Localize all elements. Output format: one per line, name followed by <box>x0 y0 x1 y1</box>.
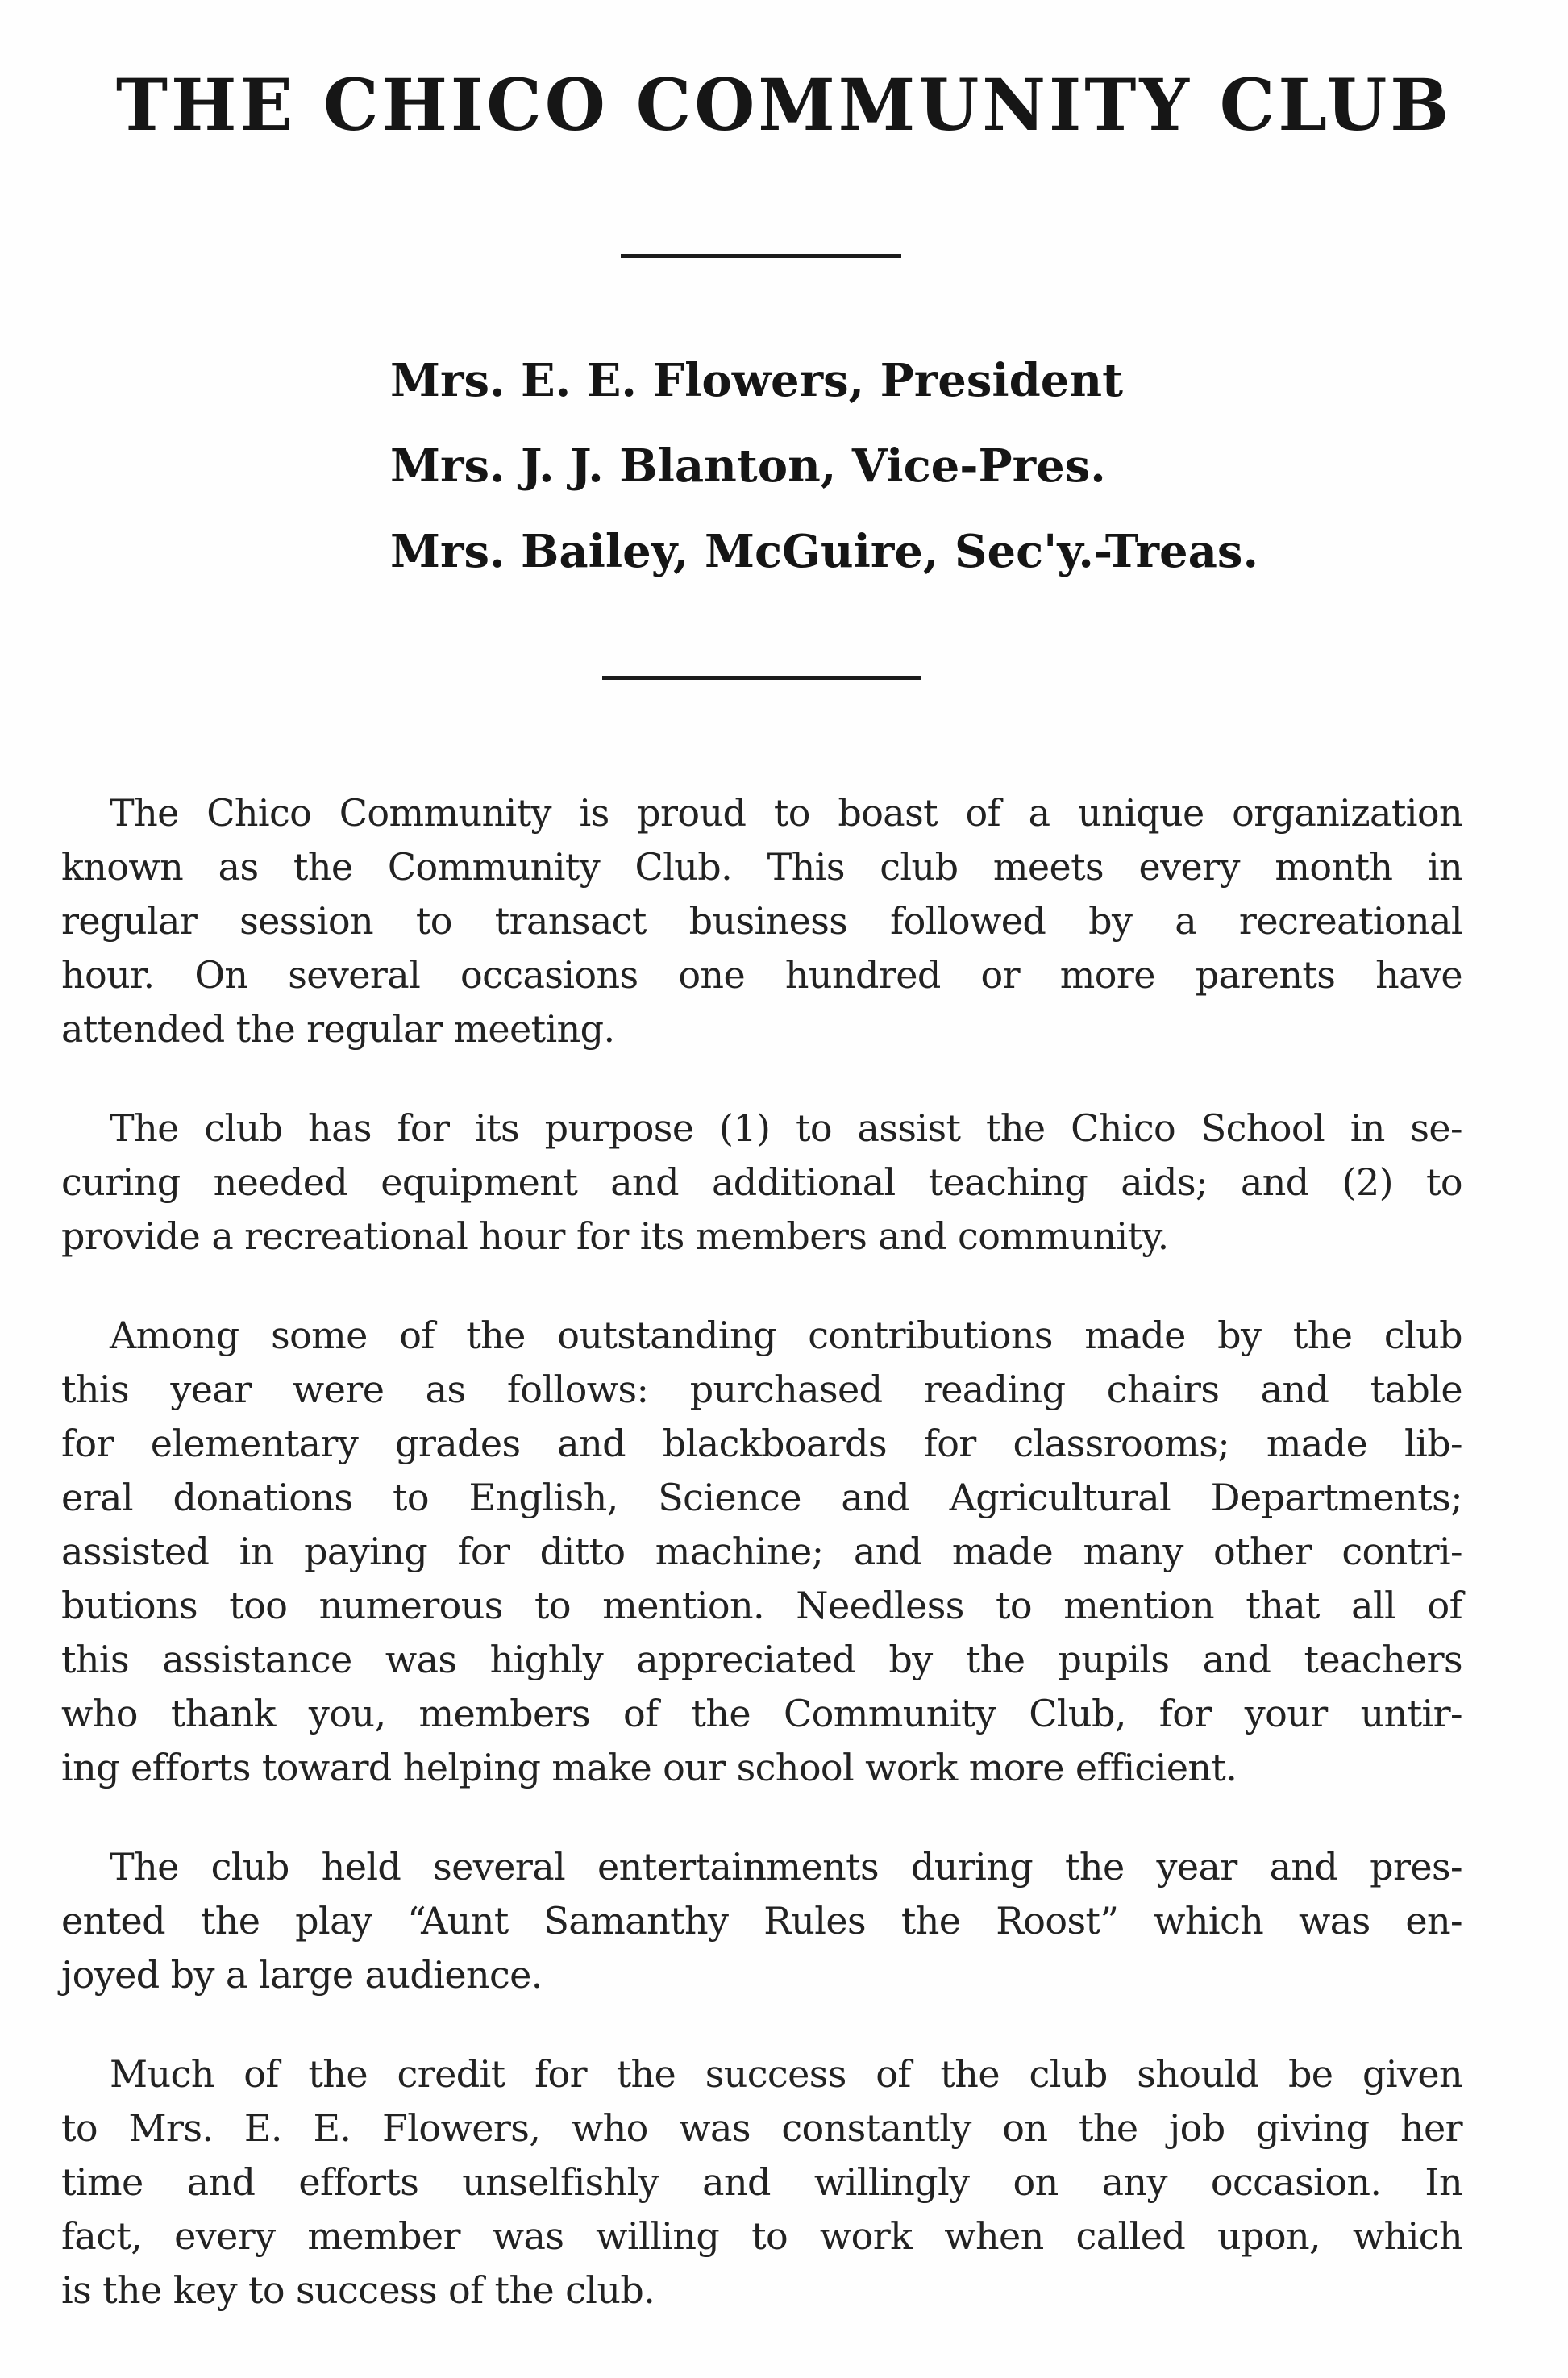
text-line: hour. On several occasions one hundred or more parents have <box>61 953 1462 997</box>
text-line: The club held several entertainments during the year and pres- <box>110 1845 1462 1889</box>
text-line: who thank you, members of the Community Club, for your untir- <box>61 1692 1462 1735</box>
text-line: eral donations to English, Science and Agricultural Departments; <box>61 1476 1462 1519</box>
officer-vice-president: Mrs. J. J. Blanton, Vice-Pres. <box>390 439 1106 493</box>
text-line: butions too numerous to mention. Needless to mention that all of <box>61 1584 1462 1627</box>
text-line: known as the Community Club. This club meets every month in <box>61 845 1462 889</box>
divider-bottom <box>602 676 921 680</box>
paragraph-credit <box>61 2047 1462 2318</box>
paragraph-introduction <box>61 786 1462 1056</box>
paragraph-entertainments <box>61 1840 1462 2002</box>
officers-list <box>390 348 1258 605</box>
text-line: attended the regular meeting. <box>61 1007 615 1051</box>
text-line: Much of the credit for the success of the club should be given <box>110 2052 1462 2096</box>
paragraph-purpose <box>61 1102 1462 1264</box>
text-line: time and efforts unselfishly and willingly on any occasion. In <box>61 2160 1462 2204</box>
text-line: ented the play “Aunt Samanthy Rules the Roost” which was en- <box>61 1899 1462 1943</box>
text-line: The club has for its purpose (1) to assist the Chico School in se- <box>110 1106 1462 1150</box>
text-line: to Mrs. E. E. Flowers, who was constantly on the job giving her <box>61 2106 1462 2150</box>
officer-secretary-treasurer: Mrs. Bailey, McGuire, Sec'y.-Treas. <box>390 525 1258 578</box>
article-body <box>61 786 1462 2363</box>
text-line: The Chico Community is proud to boast of a unique organization <box>110 791 1462 835</box>
text-line: regular session to transact business followed by a recreational <box>61 899 1462 943</box>
text-line: fact, every member was willing to work when called upon, which <box>61 2214 1462 2258</box>
text-line: is the key to success of the club. <box>61 2268 655 2312</box>
divider-top <box>621 254 901 258</box>
text-line: for elementary grades and blackboards for classrooms; made lib- <box>61 1422 1462 1465</box>
text-line: this year were as follows: purchased reading chairs and table <box>61 1368 1462 1411</box>
text-line: ing efforts toward helping make our school work more efficient. <box>61 1746 1237 1789</box>
text-line: curing needed equipment and additional teaching aids; and (2) to <box>61 1160 1462 1204</box>
officer-president: Mrs. E. E. Flowers, President <box>390 354 1124 407</box>
paragraph-contributions <box>61 1309 1462 1795</box>
text-line: assisted in paying for ditto machine; and made many other contri- <box>61 1530 1462 1573</box>
text-line: this assistance was highly appreciated by the pupils and teachers <box>61 1638 1462 1681</box>
text-line: Among some of the outstanding contributions made by the club <box>110 1314 1462 1357</box>
text-line: provide a recreational hour for its members and community. <box>61 1214 1169 1258</box>
text-line: joyed by a large audience. <box>61 1953 543 1997</box>
page-title: THE CHICO COMMUNITY CLUB <box>115 63 1453 147</box>
